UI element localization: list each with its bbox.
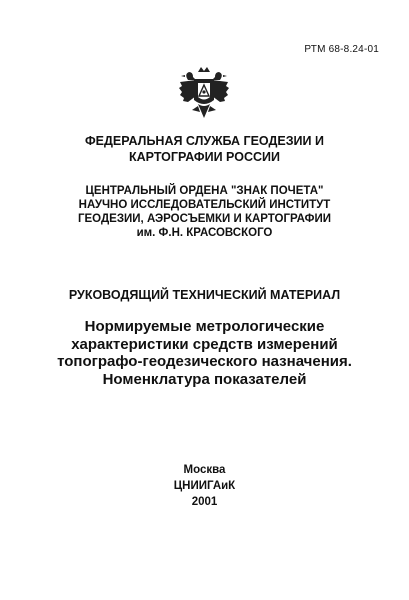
institute-line: ГЕОДЕЗИИ, АЭРОСЪЕМКИ И КАРТОГРАФИИ [77,213,332,225]
agency-line: КАРТОГРАФИИ РОССИИ [129,150,280,164]
publication-year: 2001 [191,496,218,508]
publication-city: Москва [183,464,226,476]
institute-name [0,184,409,240]
title-line: характеристики средств измерений [71,335,338,353]
publication-info [0,462,409,510]
institute-line: ЦЕНТРАЛЬНЫЙ ОРДЕНА "ЗНАК ПОЧЕТА" [85,185,324,197]
title-line: Номенклатура показателей [102,370,307,388]
institute-line: НАУЧНО ИССЛЕДОВАТЕЛЬСКИЙ ИНСТИТУТ [78,199,331,211]
double-headed-eagle-icon [178,66,230,122]
document-code: РТМ 68-8.24-01 [304,44,379,55]
document-title [0,318,409,388]
agency-line: ФЕДЕРАЛЬНАЯ СЛУЖБА ГЕОДЕЗИИ И [85,134,324,148]
title-line: топографо-геодезического назначения. [57,353,352,370]
publisher-name: ЦНИИГАиК [173,480,236,492]
title-line: Нормируемые метрологические [84,318,325,335]
institute-line: им. Ф.Н. КРАСОВСКОГО [136,227,273,239]
document-type: РУКОВОДЯЩИЙ ТЕХНИЧЕСКИЙ МАТЕРИАЛ [68,288,341,302]
agency-name [0,133,409,165]
